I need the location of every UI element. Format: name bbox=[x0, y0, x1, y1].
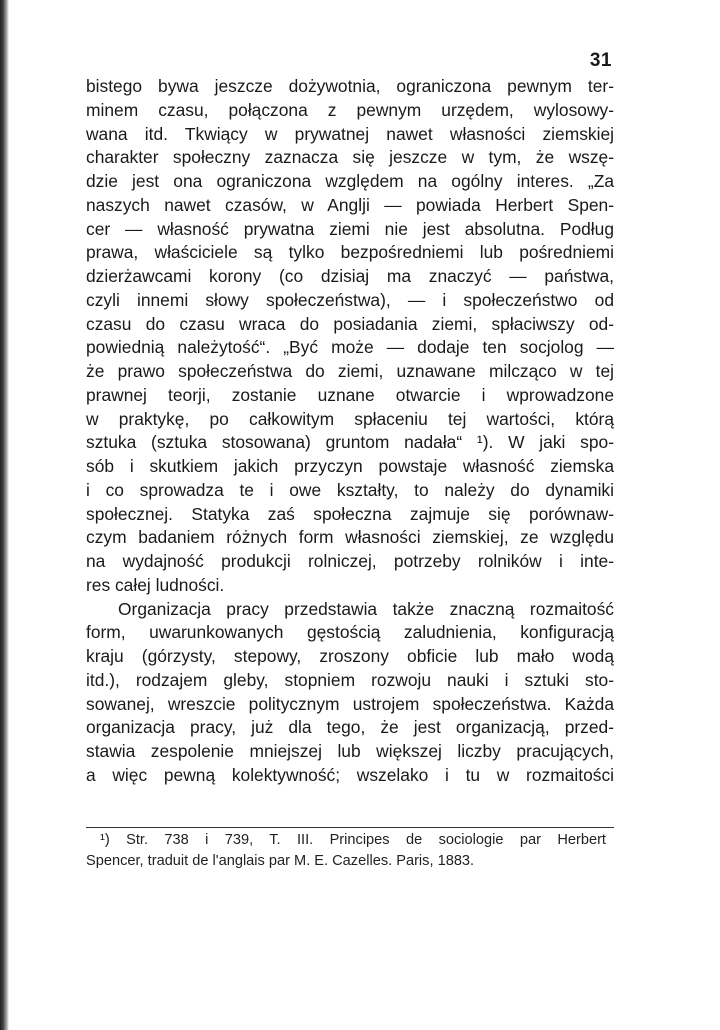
text-line: dzierżawcami korony (co dzisiaj ma znaczyć — państwa, bbox=[86, 266, 614, 286]
footnote bbox=[86, 830, 606, 871]
text-line: powiednią należytość“. „Być może — dodaje ten socjolog — bbox=[86, 337, 614, 358]
text-line: dzie jest ona ograniczona względem na ogólny interes. „Za bbox=[86, 171, 614, 191]
text-line: sztuka (sztuka stosowana) gruntom nadała“ ¹). W jaki spo- bbox=[86, 432, 614, 453]
text-line: bistego bywa jeszcze dożywotnia, ograniczona pewnym ter- bbox=[86, 76, 614, 96]
text-line: charakter społeczny zaznacza się jeszcze w tym, że wszę- bbox=[86, 147, 614, 168]
text-line: a więc pewną kolektywność; wszelako i tu w rozmaitości bbox=[86, 764, 614, 785]
text-line: i co sprowadza te i owe kształty, to należy do dynamiki bbox=[86, 479, 614, 500]
paragraph-start-line: Organizacja pracy przedstawia także znaczną rozmaitość bbox=[118, 598, 614, 619]
text-line: wana itd. Tkwiący w prywatnej nawet własności ziemskiej bbox=[86, 123, 614, 144]
text-line: sowanej, wreszcie politycznym ustrojem społeczeństwa. Każda bbox=[86, 693, 614, 714]
footnote-line: ¹) Str. 738 i 739, T. III. Principes de sociologie par Herbert bbox=[100, 832, 606, 848]
text-line: czasu do czasu wraca do posiadania ziemi, spłaciwszy od- bbox=[86, 313, 614, 334]
text-line: prawnej teorji, zostanie uznane otwarcie i wprowadzone bbox=[86, 384, 614, 405]
text-line: czym badaniem różnych form własności ziemskiej, ze względu bbox=[86, 527, 614, 548]
text-line: czyli innemi słowy społeczeństwa), — i społeczeństwo od bbox=[86, 289, 614, 310]
text-line: na wydajność produkcji rolniczej, potrzeby rolników i inte- bbox=[86, 551, 614, 571]
text-line: naszych nawet czasów, w Anglji — powiada Herbert Spen- bbox=[86, 194, 614, 215]
text-line: stawia zespolenie mniejszej lub większej liczby pracujących, bbox=[86, 741, 614, 761]
text-line: w praktykę, po całkowitym spłaceniu tej wartości, którą bbox=[86, 408, 614, 429]
text-line: cer — własność prywatna ziemi nie jest absolutna. Podług bbox=[86, 218, 614, 239]
text-line: itd.), rodzajem gleby, stopniem rozwoju nauki i sztuki sto- bbox=[86, 669, 614, 690]
page-number: 31 bbox=[589, 50, 612, 71]
text-line: organizacja pracy, już dla tego, że jest organizacją, przed- bbox=[86, 717, 614, 738]
footnote-divider bbox=[86, 827, 614, 828]
text-line: sób i skutkiem jakich przyczyn powstaje własność ziemska bbox=[86, 456, 614, 476]
text-line: prawa, właściciele są tylko bezpośredniemi lub pośredniemi bbox=[86, 242, 614, 263]
footnote-line: Spencer, traduit de l'anglais par M. E. Cazelles. Paris, 1883. bbox=[86, 852, 475, 869]
text-line: że prawo społeczeństwa do ziemi, uznawane milcząco w tej bbox=[86, 361, 614, 381]
binding-edge bbox=[0, 0, 9, 1030]
paragraph-end-line: res całej ludności. bbox=[86, 574, 225, 595]
text-line: kraju (górzysty, stepowy, zroszony obficie lub mało wodą bbox=[86, 646, 614, 666]
body-text bbox=[86, 75, 614, 788]
text-line: społecznej. Statyka zaś społeczna zajmuje się porównaw- bbox=[86, 503, 614, 524]
text-line: form, uwarunkowanych gęstością zaludnienia, konfiguracją bbox=[86, 622, 614, 643]
text-line: minem czasu, połączona z pewnym urzędem, wylosowy- bbox=[86, 99, 614, 120]
